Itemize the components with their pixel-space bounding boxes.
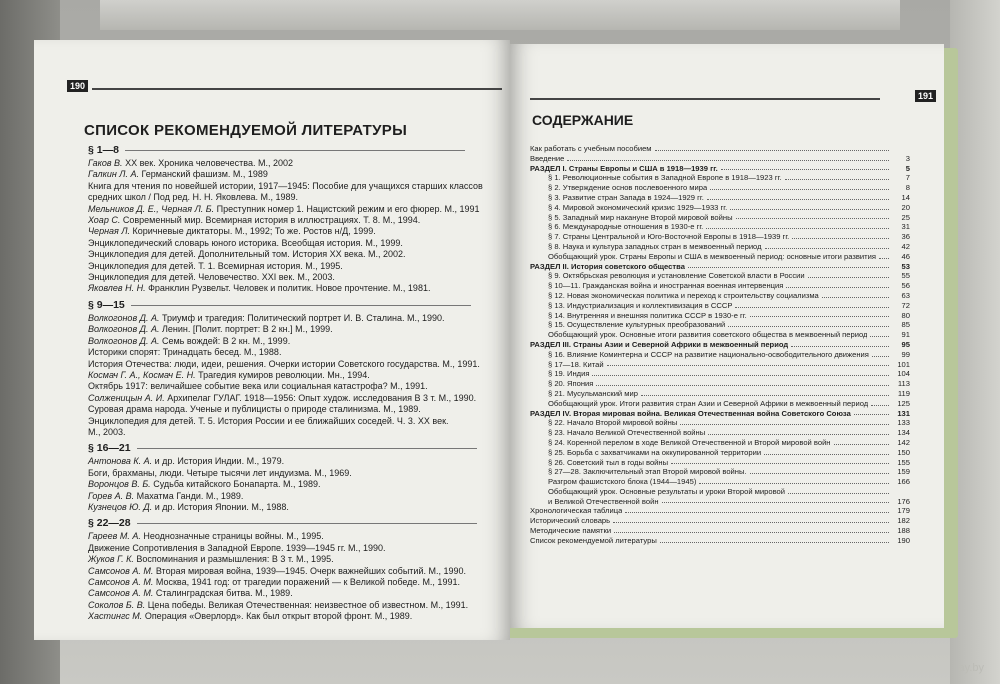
toc-leader xyxy=(785,173,889,180)
toc-page: 20 xyxy=(901,202,910,212)
entry-text: Энциклопедия для детей. Т. 5. История России и ее ближайших соседей. Ч. 3. XX век. xyxy=(88,415,449,426)
toc-row xyxy=(530,448,910,458)
toc-label: РАЗДЕЛ I. Страны Европы и США в 1918—1939 гг. xyxy=(530,163,718,173)
toc-row xyxy=(530,516,910,526)
toc-row xyxy=(530,369,910,379)
page-number: 191 xyxy=(915,90,936,102)
toc-page xyxy=(892,487,910,497)
section-heading xyxy=(88,144,508,156)
toc-label: Обобщающий урок. Основные итоги развития советского общества в межвоенный период xyxy=(548,330,868,340)
toc-label: § 24. Коренной перелом в ходе Великой Отечественной и Второй мировой войн xyxy=(548,437,831,447)
entry-text: Махатма Ганди. М., 1989. xyxy=(134,490,244,501)
entry-text: Книга для чтения по новейшей истории, 1917—1945: Пособие для учащихся старших классов xyxy=(88,180,483,191)
toc-leader xyxy=(671,458,889,465)
toc-leader xyxy=(567,154,889,161)
toc-leader xyxy=(786,281,889,288)
literature-entry xyxy=(88,359,508,370)
entry-text: Семь вождей: В 2 кн. М., 1999. xyxy=(159,335,291,346)
toc-page: 179 xyxy=(897,506,910,516)
toc-row xyxy=(530,467,910,477)
entry-author: Воронцов В. Б. xyxy=(88,479,151,490)
toc-row xyxy=(530,271,910,281)
entry-text: Коричневые диктаторы. М., 1992; То же. Ростов н/Д, 1999. xyxy=(130,226,376,237)
section-heading-text: § 1—8 xyxy=(88,144,119,156)
entry-text: Энциклопедия для детей. Дополнительный том. История XX века. М., 2002. xyxy=(88,249,406,260)
entry-author: Самсонов А. М. xyxy=(88,565,154,576)
toc-leader xyxy=(688,262,889,269)
literature-entry xyxy=(88,491,508,502)
toc-label: § 5. Западный мир накануне Второй мировой войны xyxy=(548,212,733,222)
toc-page: 80 xyxy=(901,310,910,320)
toc-page: 53 xyxy=(901,261,910,271)
toc-leader xyxy=(788,487,889,494)
toc-leader xyxy=(735,301,889,308)
toc-page: 133 xyxy=(897,418,910,428)
literature-entry xyxy=(88,238,508,249)
toc-leader xyxy=(765,242,889,249)
toc-label: § 20. Япония xyxy=(548,379,594,389)
toc-label: § 15. Осуществление культурных преобразований xyxy=(548,320,726,330)
toc-label: Исторический словарь xyxy=(530,516,611,526)
toc-page: 7 xyxy=(905,173,910,183)
toc-row xyxy=(530,418,910,428)
toc-row xyxy=(530,213,910,223)
toc-label: Список рекомендуемой литературы xyxy=(530,535,657,545)
toc-label: § 12. Новая экономическая политика и переход к строительству социализма xyxy=(548,290,819,300)
toc-row xyxy=(530,438,910,448)
section-rule xyxy=(131,305,471,306)
entry-author: Яковлев Н. Н. xyxy=(88,283,146,294)
entry-text: Современный мир. Всемирная история в иллюстрациях. Т. 8. М., 1994. xyxy=(120,215,421,226)
entry-text: Сталинградская битва. М., 1989. xyxy=(153,588,293,599)
toc-label: РАЗДЕЛ III. Страны Азии и Северной Африки в межвоенный период xyxy=(530,339,789,349)
toc-row xyxy=(530,291,910,301)
literature-entry xyxy=(88,381,508,392)
toc-row xyxy=(530,399,910,409)
toc-label: § 9. Октябрьская революция и установление Советской власти в России xyxy=(548,271,805,281)
toc-leader xyxy=(728,320,889,327)
entry-author: Самсонов А. М. xyxy=(88,577,154,587)
toc-leader xyxy=(592,369,889,376)
toc-page: 150 xyxy=(897,447,910,457)
toc-row xyxy=(530,311,910,321)
entry-author: Черная Л. xyxy=(88,226,131,237)
entry-author: Волкогонов Д. А. xyxy=(88,312,160,323)
toc-page: 119 xyxy=(897,388,910,398)
toc-label: § 17—18. Китай xyxy=(548,359,604,369)
toc-row xyxy=(530,262,910,272)
entry-text: Движение Сопротивления в Западной Европе. 1939—1945 гг. М., 1990. xyxy=(88,542,386,553)
toc-row xyxy=(530,350,910,360)
toc-row xyxy=(530,173,910,183)
entry-text: Историки спорят: Тринадцать бесед. М., 1988. xyxy=(88,347,282,358)
toc-leader xyxy=(792,232,889,239)
entry-text: Энциклопедический словарь юного историка. Всеобщая история. М., 1999. xyxy=(88,237,403,248)
toc-label: § 4. Мировой экономический кризис 1929—1933 гг. xyxy=(548,202,728,212)
toc-leader xyxy=(872,350,889,357)
section-heading-text: § 9—15 xyxy=(88,298,125,311)
literature-entry xyxy=(88,283,508,294)
page-title: СПИСОК РЕКОМЕНДУЕМОЙ ЛИТЕРАТУРЫ xyxy=(84,122,408,139)
toc-label: Разгром фашистского блока (1944—1945) xyxy=(548,477,697,487)
toc-row xyxy=(530,360,910,370)
toc-row xyxy=(530,301,910,311)
section-heading xyxy=(88,299,508,311)
entry-text: Энциклопедия для детей. Т. 1. Всемирная история. М., 1995. xyxy=(88,260,343,271)
toc-label: § 13. Индустриализация и коллективизация в СССР xyxy=(548,300,733,310)
toc-leader xyxy=(764,448,889,455)
entry-text: и др. История Японии. М., 1988. xyxy=(152,501,289,512)
entry-author: Гареев М. А. xyxy=(88,531,141,542)
toc-row xyxy=(530,144,910,154)
toc-label: Как работать с учебным пособием xyxy=(530,144,652,153)
toc-leader xyxy=(721,164,889,171)
literature-entry xyxy=(88,577,508,588)
toc-leader xyxy=(680,418,889,425)
toc-row xyxy=(530,526,910,536)
entry-author: Самсонов А. М. xyxy=(88,588,154,599)
literature-entry xyxy=(88,313,508,324)
toc-leader xyxy=(871,399,889,406)
background-wall xyxy=(100,0,900,30)
literature-entry xyxy=(88,215,508,226)
entry-text: Боги, брахманы, люди. Четыре тысячи лет индуизма. М., 1969. xyxy=(88,467,352,478)
toc-page: 25 xyxy=(901,212,910,222)
toc-row xyxy=(530,203,910,213)
entry-author: Хоар С. xyxy=(88,215,121,226)
toc-page: 99 xyxy=(901,349,910,359)
toc-label: § 16. Влияние Коминтерна и СССР на развитие национально-освободительного движения xyxy=(548,349,869,359)
literature-entry xyxy=(88,479,508,490)
header-rule xyxy=(530,98,880,100)
entry-author: Солженицын А. И. xyxy=(88,392,165,403)
entry-author: Волкогонов Д. А. xyxy=(88,335,160,346)
toc-leader xyxy=(662,497,889,504)
toc-page: 104 xyxy=(897,369,910,379)
toc-label: § 8. Наука и культура западных стран в межвоенный период xyxy=(548,241,762,251)
section-rule xyxy=(125,150,465,151)
entry-text: Энциклопедия для детей. Человечество. XXI век. М., 2003. xyxy=(88,272,335,283)
toc-label: § 27—28. Заключительный этап Второй мировой войны. xyxy=(548,467,747,477)
entry-text: История Отечества: люди, идеи, решения. Очерки истории Советского государства. М., 1991. xyxy=(88,358,480,369)
literature-entry xyxy=(88,204,508,215)
literature-entry xyxy=(88,468,508,479)
literature-entry xyxy=(88,588,508,599)
literature-entry xyxy=(88,404,508,415)
toc-page: 155 xyxy=(897,457,910,467)
toc-page: 188 xyxy=(897,526,910,536)
toc-leader xyxy=(706,222,889,229)
entry-author: Мельников Д. Е., Черная Л. Б. xyxy=(88,203,215,214)
entry-text: Москва, 1941 год: от трагедии поражений — к Великой победе. М., 1991. xyxy=(153,577,460,587)
toc-page: 142 xyxy=(897,437,910,447)
toc-label: Методические памятки xyxy=(530,526,612,536)
literature-entry xyxy=(88,261,508,272)
literature-entry xyxy=(88,181,508,192)
toc-label: Введение xyxy=(530,153,565,163)
toc-leader xyxy=(736,213,889,220)
toc-leader xyxy=(808,271,889,278)
toc-label: § 1. Революционные события в Западной Европе в 1918—1923 гг. xyxy=(548,173,782,183)
literature-entry xyxy=(88,554,508,565)
entry-author: Хастингс М. xyxy=(88,611,143,622)
toc-page: 36 xyxy=(901,232,910,242)
toc-row xyxy=(530,252,910,262)
toc-label: § 26. Советский тыл в годы войны xyxy=(548,457,669,467)
literature-entry xyxy=(88,566,508,577)
literature-entry xyxy=(88,272,508,283)
entry-text: Германский фашизм. М., 1989 xyxy=(138,169,268,180)
literature-entry xyxy=(88,347,508,358)
toc-row xyxy=(530,232,910,242)
toc-leader xyxy=(834,438,890,445)
left-page xyxy=(34,40,510,640)
toc-row xyxy=(530,154,910,164)
toc-label: Обобщающий урок. Страны Европы и США в межвоенный период: основные итоги развития xyxy=(548,251,876,261)
toc-leader xyxy=(710,183,889,190)
toc-leader xyxy=(707,193,889,200)
toc-label: § 19. Индия xyxy=(548,369,590,379)
toc-leader xyxy=(750,467,889,474)
toc-page: 190 xyxy=(897,535,910,545)
toc-label: § 10—11. Гражданская война и иностранная военная интервенция xyxy=(548,281,784,291)
section-heading-text: § 22—28 xyxy=(88,517,131,530)
toc-row xyxy=(530,487,910,497)
literature-entry xyxy=(88,427,508,438)
toc-leader xyxy=(708,428,889,435)
entry-text: Цена победы. Великая Отечественная: неизвестное об известном. М., 1991. xyxy=(145,599,469,610)
entry-author: Жуков Г. К. xyxy=(88,554,134,565)
toc-leader xyxy=(607,360,889,367)
toc-page: 95 xyxy=(901,339,910,349)
entry-text: Судьба китайского Бонапарта. М., 1989. xyxy=(150,479,321,490)
section-heading-text: § 16—21 xyxy=(88,442,131,455)
toc-page: 182 xyxy=(897,516,910,526)
literature-entry xyxy=(88,416,508,427)
literature-entry xyxy=(88,543,508,554)
section-heading xyxy=(88,442,508,454)
toc-row xyxy=(530,242,910,252)
toc-leader xyxy=(641,389,889,396)
entry-text: средних школ / Под ред. Н. Н. Яковлева. М., 1989. xyxy=(88,192,299,203)
toc-row xyxy=(530,458,910,468)
entry-text: Триумф и трагедия: Политический портрет И. В. Сталина. М., 1990. xyxy=(159,312,445,323)
toc-leader xyxy=(614,526,889,533)
literature-list xyxy=(88,140,508,623)
literature-entry xyxy=(88,611,508,622)
toc-row xyxy=(530,506,910,516)
toc-label: § 6. Международные отношения в 1930-е гг. xyxy=(548,222,704,232)
toc-page: 134 xyxy=(897,428,910,438)
entry-text: Суровая драма народа. Ученые и публицисты о природе сталинизма. М., 1989. xyxy=(88,404,421,415)
toc-page: 166 xyxy=(897,477,910,487)
entry-author: Горев А. В. xyxy=(88,490,135,501)
toc-page: 42 xyxy=(901,241,910,251)
literature-entry xyxy=(88,169,508,180)
toc-label: Обобщающий урок. Итоги развития стран Азии и Северной Африки в межвоенный период xyxy=(548,398,869,408)
toc-label: § 3. Развитие стран Запада в 1924—1929 гг. xyxy=(548,192,704,202)
toc-leader xyxy=(854,409,889,416)
toc-leader xyxy=(655,144,889,151)
toc-page: 113 xyxy=(897,379,910,389)
toc-label: § 14. Внутренняя и внешняя политика СССР в 1930-е гг. xyxy=(548,310,747,320)
toc-label: РАЗДЕЛ IV. Вторая мировая война. Великая Отечественная война Советского Союза xyxy=(530,408,851,418)
entry-author: Космач Г. А., Космач Е. Н. xyxy=(88,369,196,380)
toc-page: 85 xyxy=(901,320,910,330)
toc-row xyxy=(530,222,910,232)
literature-entry xyxy=(88,226,508,237)
toc-row xyxy=(530,183,910,193)
toc-leader xyxy=(699,477,889,484)
toc-page: 46 xyxy=(901,251,910,261)
toc-label: § 7. Страны Центральной и Юго-Восточной Европы в 1918—1939 гг. xyxy=(548,232,790,242)
literature-entry xyxy=(88,600,508,611)
section-rule xyxy=(137,448,477,449)
toc-page: 5 xyxy=(905,163,910,173)
toc-row xyxy=(530,281,910,291)
toc-leader xyxy=(791,340,889,347)
entry-text: Операция «Оверлорд». Как был открыт второй фронт. М., 1989. xyxy=(142,611,413,622)
toc-page: 63 xyxy=(901,290,910,300)
entry-author: Соколов Б. В. xyxy=(88,599,146,610)
watermark: ay.by xyxy=(958,662,984,674)
entry-text: Трагедия кумиров революции. Мн., 1994. xyxy=(195,369,370,380)
literature-entry xyxy=(88,502,508,513)
literature-entry xyxy=(88,370,508,381)
toc-row xyxy=(530,389,910,399)
entry-text: Архипелаг ГУЛАГ. 1918—1956: Опыт худож. исследования В 3 т. М., 1990. xyxy=(164,392,477,403)
toc-page: 72 xyxy=(901,300,910,310)
literature-entry xyxy=(88,531,508,542)
toc-page xyxy=(892,144,910,154)
toc-row xyxy=(530,330,910,340)
toc-label: § 21. Мусульманский мир xyxy=(548,388,638,398)
toc-page: 101 xyxy=(897,359,910,369)
section-heading xyxy=(88,517,508,529)
toc-row xyxy=(530,340,910,350)
toc-label: Хронологическая таблица xyxy=(530,506,623,516)
toc-leader xyxy=(660,536,889,543)
literature-entry xyxy=(88,324,508,335)
entry-author: Антонова К. А. xyxy=(88,456,153,467)
page-number: 190 xyxy=(67,80,88,92)
toc-leader xyxy=(879,252,889,259)
toc-label: § 25. Борьба с захватчиками на оккупированной территории xyxy=(548,447,762,457)
literature-entry xyxy=(88,393,508,404)
toc-leader xyxy=(822,291,889,298)
toc-page: 3 xyxy=(905,153,910,163)
toc-page: 91 xyxy=(901,330,910,340)
toc-label: § 22. Начало Второй мировой войны xyxy=(548,418,678,428)
toc-page: 125 xyxy=(897,398,910,408)
toc-row xyxy=(530,164,910,174)
toc-label: Обобщающий урок. Основные результаты и уроки Второй мировой xyxy=(548,486,786,496)
entry-author: Галкин Л. А. xyxy=(88,169,139,180)
section-rule xyxy=(137,523,477,524)
literature-entry xyxy=(88,249,508,260)
entry-text: и др. История Индии. М., 1979. xyxy=(152,456,285,467)
toc-row xyxy=(530,409,910,419)
entry-text: Ленин. [Полит. портрет: В 2 кн.] М., 1999. xyxy=(159,324,333,335)
toc-label: § 23. Начало Великой Отечественной войны xyxy=(548,428,706,438)
entry-text: Преступник номер 1. Нацистский режим и его фюрер. М., 1991 xyxy=(214,203,480,214)
toc-row xyxy=(530,379,910,389)
entry-text: Вторая мировая война, 1939—1945. Очерк важнейших событий. М., 1990. xyxy=(153,565,467,576)
toc-label: § 2. Утверждение основ послевоенного мира xyxy=(548,183,708,193)
toc-page: 159 xyxy=(897,467,910,477)
entry-author: Гаков В. xyxy=(88,158,123,168)
literature-entry xyxy=(88,158,508,169)
toc-page: 55 xyxy=(901,271,910,281)
toc-page: 31 xyxy=(901,222,910,232)
toc-row xyxy=(530,536,910,546)
toc-leader xyxy=(750,311,889,318)
literature-entry xyxy=(88,336,508,347)
toc-label: и Великой Отечественной войн xyxy=(548,496,659,506)
entry-author: Волкогонов Д. А. xyxy=(88,324,160,335)
toc-leader xyxy=(625,506,889,513)
entry-text: М., 2003. xyxy=(88,426,126,437)
toc-page: 8 xyxy=(905,183,910,193)
toc-page: 176 xyxy=(897,496,910,506)
entry-text: Франклин Рузвельт. Человек и политик. Новое прочтение. М., 1981. xyxy=(145,283,431,294)
toc-row xyxy=(530,428,910,438)
entry-text: XX век. Хроника человечества. М., 2002 xyxy=(122,158,294,168)
toc-page: 14 xyxy=(901,192,910,202)
literature-entry xyxy=(88,456,508,467)
toc-row xyxy=(530,193,910,203)
entry-text: Октябрь 1917: величайшее событие века или социальная катастрофа? М., 1991. xyxy=(88,381,428,392)
toc-leader xyxy=(596,379,889,386)
entry-text: Воспоминания и размышления: В 3 т. М., 1995. xyxy=(133,554,334,565)
toc-row xyxy=(530,497,910,507)
toc-row xyxy=(530,477,910,487)
toc-label: РАЗДЕЛ II. История советского общества xyxy=(530,261,685,271)
toc-leader xyxy=(730,203,889,210)
entry-author: Кузнецов Ю. Д. xyxy=(88,501,153,512)
literature-entry xyxy=(88,192,508,203)
toc-row xyxy=(530,320,910,330)
entry-text: Неоднозначные страницы войны. М., 1995. xyxy=(140,531,324,542)
page-title: СОДЕРЖАНИЕ xyxy=(532,112,634,128)
toc-leader xyxy=(613,516,889,523)
header-rule xyxy=(92,88,502,90)
right-page xyxy=(510,44,944,628)
table-of-contents xyxy=(530,144,910,546)
toc-page: 56 xyxy=(901,281,910,291)
toc-leader xyxy=(870,330,889,337)
toc-page: 131 xyxy=(897,408,910,418)
